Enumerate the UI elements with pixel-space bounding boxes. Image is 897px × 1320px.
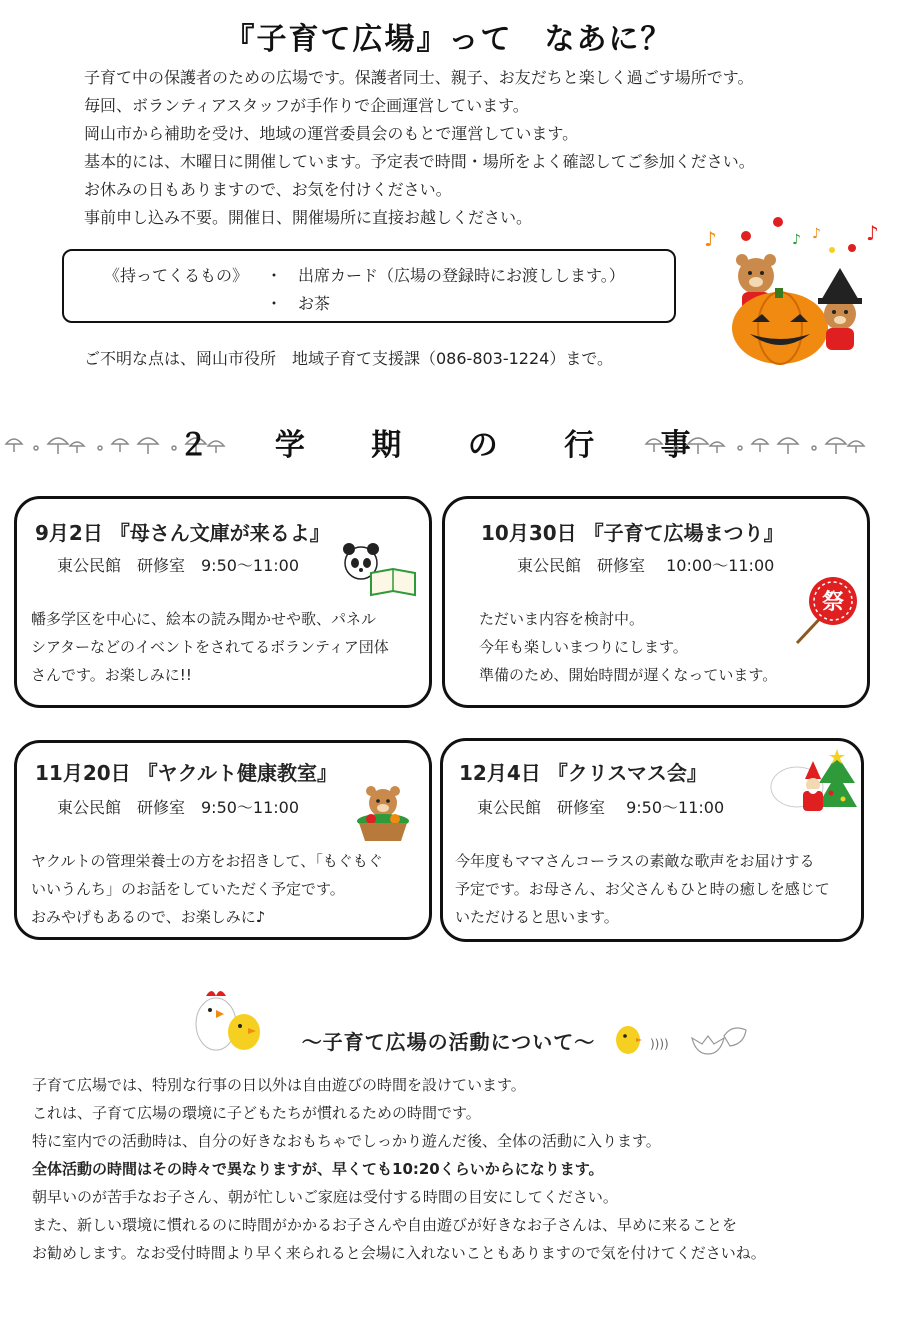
contact-info: ご不明な点は、岡山市役所 地域子育て支援課（086-803-1224）まで。 [84, 349, 614, 368]
panda-book-illustration [339, 539, 419, 599]
bring-item: ・ 出席カード（広場の登録時にお渡しします。） [266, 266, 625, 285]
bring-label: 《持ってくるもの》 [104, 266, 249, 285]
festival-fan-icon [787, 573, 863, 649]
mushroom-decoration-right [640, 430, 890, 458]
activities-line: 朝早いのが苦手なお子さん、朝が忙しいご家庭は受付する時間の目安にしてください。 [32, 1188, 618, 1206]
activities-line: これは、子育て広場の環境に子どもたちが慣れるための時間です。 [32, 1104, 481, 1122]
event-desc-line: シアターなどのイベントをされてるボランティア団体 [31, 638, 389, 656]
activities-line-emphasis: 全体活動の時間はその時々で異なりますが、早くても10:20くらいからになります。 [32, 1160, 604, 1178]
event-desc-line: 今年度もママさんコーラスの素敵な歌声をお届けする [455, 852, 815, 870]
event-desc-line: いいうんち」のお話をしていただく予定です。 [31, 880, 345, 898]
intro-line: お休みの日もありますので、お気を付けください。 [84, 180, 452, 199]
event-card-dec4 [440, 738, 864, 942]
bring-items-box [62, 249, 676, 323]
event-desc-line: 幡多学区を中心に、絵本の読み聞かせや歌、パネル [31, 610, 377, 628]
activities-title: 〜子育て広場の活動について〜 [301, 1030, 596, 1054]
activities-line: お勧めします。なお受付時間より早く来られると会場に入れないこともありますので気を付けてくださいね。 [32, 1244, 766, 1262]
svg-text:♪: ♪ [792, 232, 801, 248]
event-description [455, 847, 830, 931]
svg-text:♪: ♪ [704, 227, 717, 251]
event-card-sep2 [14, 496, 432, 708]
event-desc-line: 今年も楽しいまつりにします。 [479, 638, 688, 656]
intro-line: 岡山市から補助を受け、地域の運営委員会のもとで運営しています。 [84, 124, 579, 143]
event-card-nov20 [14, 740, 432, 940]
event-title: 10月30日 『子育て広場まつり』 [481, 521, 784, 545]
activities-line: 特に室内での活動時は、自分の好きなおもちゃでしっかり遊んだ後、全体の活動に入ります。 [32, 1132, 661, 1150]
intro-line: 基本的には、木曜日に開催しています。予定表で時間・場所をよく確認してご参加ください。 [84, 152, 755, 171]
event-place: 東公民館 研修室 9:50〜11:00 [57, 556, 300, 575]
event-desc-line: おみやげもあるので、お楽しみに♪ [31, 908, 266, 926]
event-title: 12月4日 『クリスマス会』 [459, 761, 707, 785]
activities-line: また、新しい環境に慣れるのに時間がかかるお子さんや自由遊びが好きなお子さんは、早めに来ることを [32, 1216, 738, 1234]
chick-eggshell-illustration [612, 1018, 752, 1058]
section-title: ２ 学 期 の 行 事 [178, 428, 719, 463]
activities-body [32, 1071, 766, 1267]
svg-text:♪: ♪ [812, 226, 821, 242]
santa-christmas-tree-illustration [767, 749, 859, 821]
intro-line: 子育て中の保護者のための広場です。保護者同士、親子、お友だちと楽しく過ごす場所です。 [84, 68, 754, 87]
halloween-pumpkin-bears-illustration [700, 210, 890, 370]
event-desc-line: さんです。お楽しみに!! [31, 666, 192, 684]
bear-vegetable-basket-illustration [351, 785, 415, 843]
event-title: 11月20日 『ヤクルト健康教室』 [35, 761, 338, 785]
event-card-oct30 [442, 496, 870, 708]
event-place: 東公民館 研修室 10:00〜11:00 [517, 556, 775, 575]
page-title: 『子育て広場』って なあに？ [224, 22, 673, 57]
activities-line: 子育て広場では、特別な行事の日以外は自由遊びの時間を設けています。 [32, 1076, 526, 1094]
bring-item: ・ お茶 [266, 294, 331, 313]
decorative-dots: )))) [650, 1037, 669, 1051]
event-desc-line: いただけると思います。 [455, 908, 619, 926]
event-title: 9月2日 『母さん文庫が来るよ』 [35, 521, 330, 545]
event-desc-line: ただいま内容を検討中。 [479, 610, 645, 628]
event-desc-line: 予定です。お母さん、お父さんもひと時の癒しを感じて [455, 880, 830, 898]
intro-line: 事前申し込み不要。開催日、開催場所に直接お越しください。 [84, 208, 533, 227]
event-desc-line: 準備のため、開始時間が遅くなっています。 [479, 666, 778, 684]
event-desc-line: ヤクルトの管理栄養士の方をお招きして、「もぐもぐ [31, 852, 383, 870]
intro-text [84, 64, 755, 232]
intro-line: 毎回、ボランティアスタッフが手作りで企画運営しています。 [84, 96, 529, 115]
event-description [479, 605, 777, 689]
event-description [31, 847, 383, 931]
fan-character: 祭 [821, 590, 845, 615]
event-place: 東公民館 研修室 9:50〜11:00 [57, 798, 300, 817]
svg-text:♪: ♪ [866, 221, 879, 245]
event-place: 東公民館 研修室 9:50〜11:00 [477, 798, 725, 817]
event-description [31, 605, 389, 689]
